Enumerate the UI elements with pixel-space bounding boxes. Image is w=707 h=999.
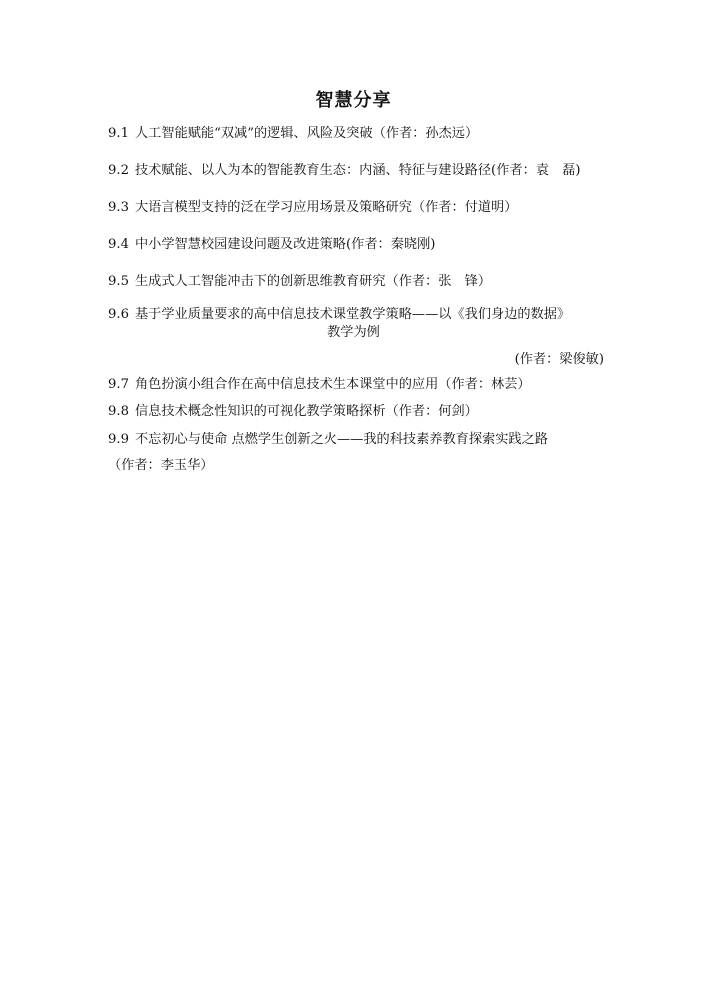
entry-author: （作者：李玉华）	[108, 458, 214, 473]
entry-continuation: 教学为例	[327, 325, 380, 340]
entry-number: 9.2	[108, 163, 129, 178]
toc-entry-9-2	[108, 163, 580, 179]
toc-entry-9-9	[108, 432, 548, 448]
toc-entry-9-8	[108, 404, 478, 420]
entry-text: 中小学智慧校园建设问题及改进策略(作者：秦晓刚)	[134, 237, 436, 252]
entry-text: 信息技术概念性知识的可视化教学策略探析（作者：何剑）	[134, 404, 478, 419]
entry-number: 9.3	[108, 200, 129, 215]
toc-entry-9-5	[108, 274, 491, 290]
entry-text: 人工智能赋能“双减”的逻辑、风险及突破（作者：孙杰远）	[134, 126, 479, 141]
toc-entry-9-7	[108, 377, 531, 393]
entry-text: 生成式人工智能冲击下的创新思维教育研究（作者：张 锋）	[134, 274, 492, 289]
toc-entry-9-4	[108, 237, 435, 253]
page-title: 智慧分享	[315, 90, 392, 111]
entry-number: 9.7	[108, 377, 129, 392]
entry-number: 9.9	[108, 432, 129, 447]
entry-number: 9.8	[108, 404, 129, 419]
entry-text: 基于学业质量要求的高中信息技术课堂教学策略——以《我们身边的数据》	[134, 307, 571, 322]
entry-number: 9.6	[108, 307, 129, 322]
toc-entry-9-1	[108, 126, 478, 142]
entry-author: (作者：梁俊敏)	[514, 352, 604, 367]
entry-text: 大语言模型支持的泛在学习应用场景及策略研究（作者：付道明）	[134, 200, 518, 215]
entry-number: 9.4	[108, 237, 129, 252]
entry-text: 角色扮演小组合作在高中信息技术生本课堂中的应用（作者：林芸）	[134, 377, 531, 392]
entry-text: 技术赋能、以人为本的智能教育生态：内涵、特征与建设路径(作者：袁 磊)	[134, 163, 581, 178]
toc-entry-9-3	[108, 200, 517, 216]
entry-number: 9.5	[108, 274, 129, 289]
entry-number: 9.1	[108, 126, 129, 141]
entry-text: 不忘初心与使命 点燃学生创新之火——我的科技素养教育探索实践之路	[134, 432, 548, 447]
toc-entry-9-6	[108, 307, 570, 323]
